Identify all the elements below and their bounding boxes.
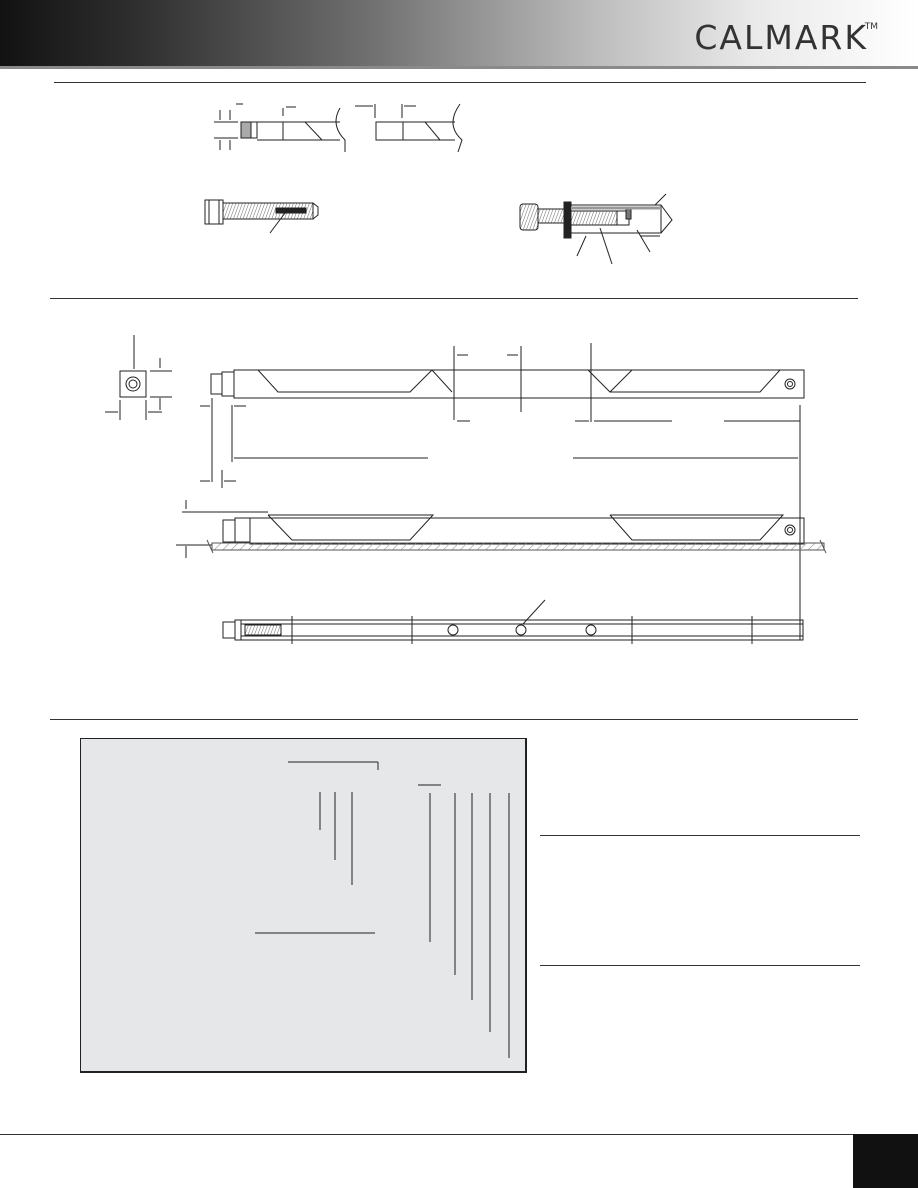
page-number-tab	[853, 1134, 918, 1188]
bar-bottom-view	[223, 600, 803, 644]
bar-top-view	[200, 343, 804, 640]
cap-screw	[205, 200, 318, 233]
adjuster-assembly	[520, 194, 672, 264]
bar-cross-section	[105, 335, 172, 420]
end-detail-left	[214, 104, 345, 152]
trademark-mark: TM	[864, 22, 878, 32]
footer-rule	[0, 1134, 918, 1135]
end-detail-right	[355, 104, 462, 152]
spec-callout-lines	[255, 762, 509, 1058]
mounting-surface-hatch	[212, 543, 824, 550]
brand-logo: CALMARK	[694, 18, 868, 57]
